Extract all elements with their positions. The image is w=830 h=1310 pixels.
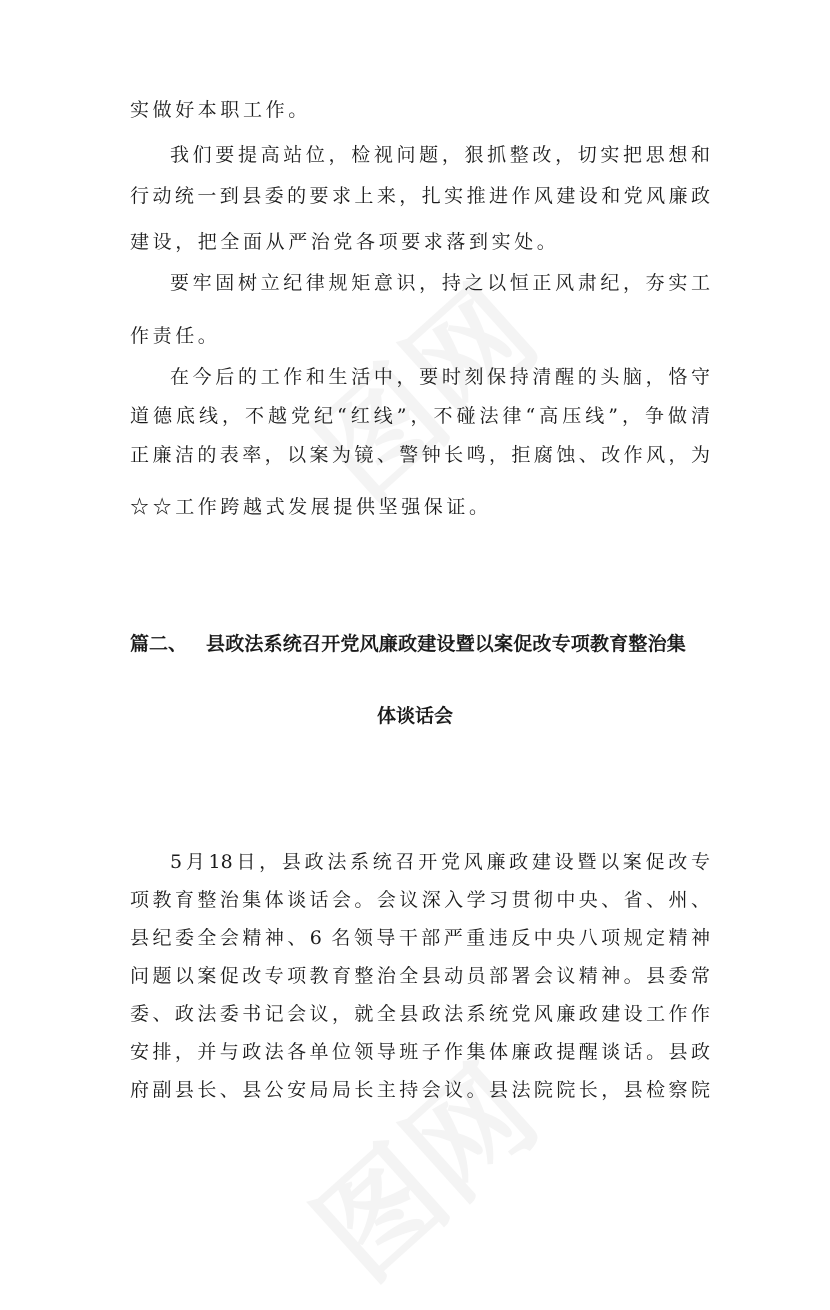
para3-line-2: 作责任。	[130, 325, 221, 347]
para4-line-1: 在今后的工作和生活中，要时刻保持清醒的头脑，恪守	[170, 366, 710, 388]
para3-line-1: 要牢固树立纪律规矩意识，持之以恒正风肃纪，夯实工	[170, 272, 710, 294]
para4-line-3: 正廉洁的表率，以案为镜、警钟长鸣，拒腐蚀、改作风，为	[130, 444, 710, 466]
section-heading-line-1: 县政法系统召开党风廉政建设暨以案促改专项教育整治集	[206, 633, 687, 655]
para5-line-4: 问题以案促改专项教育整治全县动员部署会议精神。县委常	[130, 965, 710, 987]
para5-line-3: 县纪委全会精神、6 名领导干部严重违反中央八项规定精神	[130, 927, 710, 949]
para2-line-1: 我们要提高站位，检视问题，狠抓整改，切实把思想和	[170, 144, 710, 166]
section-heading-line-2: 体谈话会	[377, 705, 454, 727]
para5-line-6: 安排，并与政法各单位领导班子作集体廉政提醒谈话。县政	[130, 1041, 710, 1063]
para5-line-1: 5月18日，县政法系统召开党风廉政建设暨以案促改专	[170, 851, 710, 873]
para2-line-3: 建设，把全面从严治党各项要求落到实处。	[130, 231, 560, 253]
para5-line-5: 委、政法委书记会议，就全县政法系统党风廉政建设工作作	[130, 1003, 710, 1025]
para2-line-2: 行动统一到县委的要求上来，扎实推进作风建设和党风廉政	[130, 185, 710, 207]
para4-line-4: ☆☆工作跨越式发展提供坚强保证。	[130, 496, 492, 518]
para1-line-1: 实做好本职工作。	[130, 99, 311, 121]
para5-line-7: 府副县长、县公安局局长主持会议。县法院院长，县检察院	[130, 1079, 710, 1101]
para5-line-2: 项教育整治集体谈话会。会议深入学习贯彻中央、省、州、	[130, 889, 710, 911]
section-heading-prefix: 篇二、	[130, 633, 188, 655]
para4-line-2: 道德底线，不越党纪“红线”，不碰法律“高压线”，争做清	[130, 405, 710, 427]
